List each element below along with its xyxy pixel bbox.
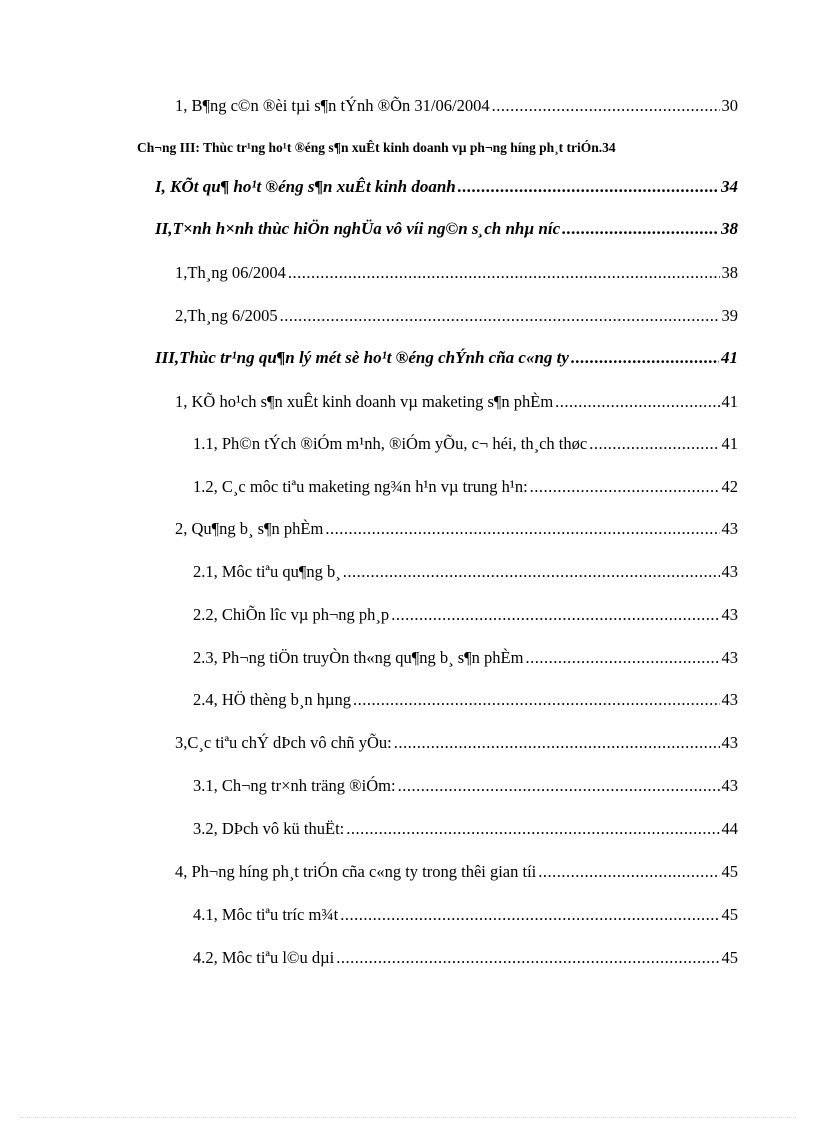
toc-entry-section-2 — [155, 219, 738, 239]
toc-entry-section-1 — [155, 177, 738, 197]
toc-entry-page: 45 — [721, 905, 738, 924]
toc-entry-page: 43 — [721, 605, 738, 624]
dot-leader — [562, 219, 719, 239]
toc-entry-label: 4, Ph¬ng híng ph¸t triÓn cña c«ng ty trong thêi gian tíi — [175, 862, 537, 881]
toc-entry-label: 2.2, ChiÕn lîc vµ ph¬ng ph¸p — [193, 605, 390, 624]
dot-leader — [340, 905, 719, 925]
toc-entry-label: 3.1, Ch¬ng tr×nh träng ®iÓm: — [193, 776, 396, 795]
toc-entry-label: 2.3, Ph¬ng tiÖn truyÒn th«ng qu¶ng b¸ s¶n phÈm — [193, 648, 524, 667]
toc-entry-swot — [193, 434, 738, 454]
dot-leader — [458, 177, 719, 197]
toc-entry-long-term-goals — [193, 948, 738, 968]
toc-entry-short-term-goals — [193, 905, 738, 925]
toc-entry-label: 1, B¶ng c©n ®èi tµi s¶n tÝnh ®Õn 31/06/2004 — [175, 96, 490, 115]
toc-entry-page: 43 — [721, 648, 738, 667]
dot-leader — [336, 948, 719, 968]
toc-entry-label: 4.1, Môc tiªu tríc m¾t — [193, 905, 339, 924]
dot-leader — [346, 819, 719, 839]
dot-leader — [492, 96, 720, 116]
dot-leader — [555, 392, 719, 412]
toc-entry-key-program — [193, 776, 738, 796]
toc-entry-balance-sheet — [175, 96, 738, 116]
dot-leader — [325, 519, 719, 539]
toc-entry-page: 43 — [721, 776, 738, 795]
toc-entry-month-06-2004 — [175, 263, 738, 283]
dot-leader — [280, 306, 720, 326]
toc-entry-page: 45 — [721, 948, 738, 967]
toc-entry-label: 1.2, C¸c môc tiªu maketing ng¾n h¹n vµ trung h¹n: — [193, 477, 528, 496]
toc-entry-section-3 — [155, 348, 738, 368]
toc-entry-page: 41 — [721, 434, 738, 453]
dot-leader — [391, 605, 719, 625]
toc-entry-label: II,T×nh h×nh thùc hiÖn nghÜa vô víi ng©n s¸ch nhµ níc — [155, 219, 561, 238]
dot-leader — [525, 648, 719, 668]
toc-entry-page: 30 — [721, 96, 738, 115]
toc-entry-label: 2,Th¸ng 6/2005 — [175, 306, 278, 325]
toc-entry-media — [193, 648, 738, 668]
toc-entry-page: 39 — [721, 306, 738, 325]
toc-entry-marketing-goals — [193, 477, 738, 497]
toc-entry-label: 4.2, Môc tiªu l©u dµi — [193, 948, 335, 967]
toc-entry-label: I, KÕt qu¶ ho¹t ®éng s¶n xuÊt kinh doanh — [155, 177, 456, 196]
dot-leader — [394, 733, 720, 753]
toc-entry-product-promotion — [175, 519, 738, 539]
toc-entry-page: 41 — [721, 392, 738, 411]
dot-leader — [398, 776, 720, 796]
toc-entry-label: Ch¬ng III: Thùc tr¹ng ho¹t ®éng s¶n xuÊt kinh doanh vµ ph¬ng híng ph¸t triÓn — [137, 140, 599, 155]
toc-entry-page: 43 — [721, 562, 738, 581]
toc-entry-page: 43 — [721, 690, 738, 709]
toc-entry-promotion-goals — [193, 562, 738, 582]
toc-entry-page: .34 — [598, 140, 616, 155]
toc-entry-page: 44 — [721, 819, 738, 838]
page-bottom-divider — [20, 1117, 796, 1118]
toc-entry-chapter-3 — [137, 138, 738, 158]
dot-leader — [288, 263, 720, 283]
toc-entry-page: 41 — [721, 348, 738, 367]
dot-leader — [571, 348, 719, 368]
toc-entry-label: 1,Th¸ng 06/2004 — [175, 263, 286, 282]
toc-entry-sales-system — [193, 690, 738, 710]
toc-entry-service-criteria — [175, 733, 738, 753]
toc-entry-label: 2, Qu¶ng b¸ s¶n phÈm — [175, 519, 324, 538]
toc-entry-page: 34 — [721, 177, 738, 196]
dot-leader — [538, 862, 719, 882]
dot-leader — [343, 562, 720, 582]
toc-entry-page: 42 — [721, 477, 738, 496]
dot-leader — [589, 434, 719, 454]
toc-entry-label: 2.4, HÖ thèng b¸n hµng — [193, 690, 351, 709]
toc-entry-label: 2.1, Môc tiªu qu¶ng b¸ — [193, 562, 341, 581]
toc-entry-page: 43 — [721, 519, 738, 538]
dot-leader — [353, 690, 720, 710]
toc-entry-month-6-2005 — [175, 306, 738, 326]
toc-entry-page: 38 — [721, 219, 738, 238]
toc-entry-label: III,Thùc tr¹ng qu¶n lý mét sè ho¹t ®éng chÝnh cña c«ng ty — [155, 348, 569, 367]
dot-leader — [530, 477, 720, 497]
toc-entry-business-plan — [175, 392, 738, 412]
toc-entry-label: 3,C¸c tiªu chÝ dÞch vô chñ yÕu: — [175, 733, 392, 752]
toc-entry-development-direction — [175, 862, 738, 882]
toc-entry-strategy — [193, 605, 738, 625]
toc-entry-page: 38 — [721, 263, 738, 282]
toc-entry-label: 1, KÕ ho¹ch s¶n xuÊt kinh doanh vµ maketing s¶n phÈm — [175, 392, 554, 411]
toc-entry-label: 3.2, DÞch vô kü thuËt: — [193, 819, 345, 838]
toc-entry-technical-service — [193, 819, 738, 839]
toc-entry-label: 1.1, Ph©n tÝch ®iÓm m¹nh, ®iÓm yÕu, c¬ héi, th¸ch thøc — [193, 434, 588, 453]
toc-entry-page: 45 — [721, 862, 738, 881]
toc-entry-page: 43 — [721, 733, 738, 752]
